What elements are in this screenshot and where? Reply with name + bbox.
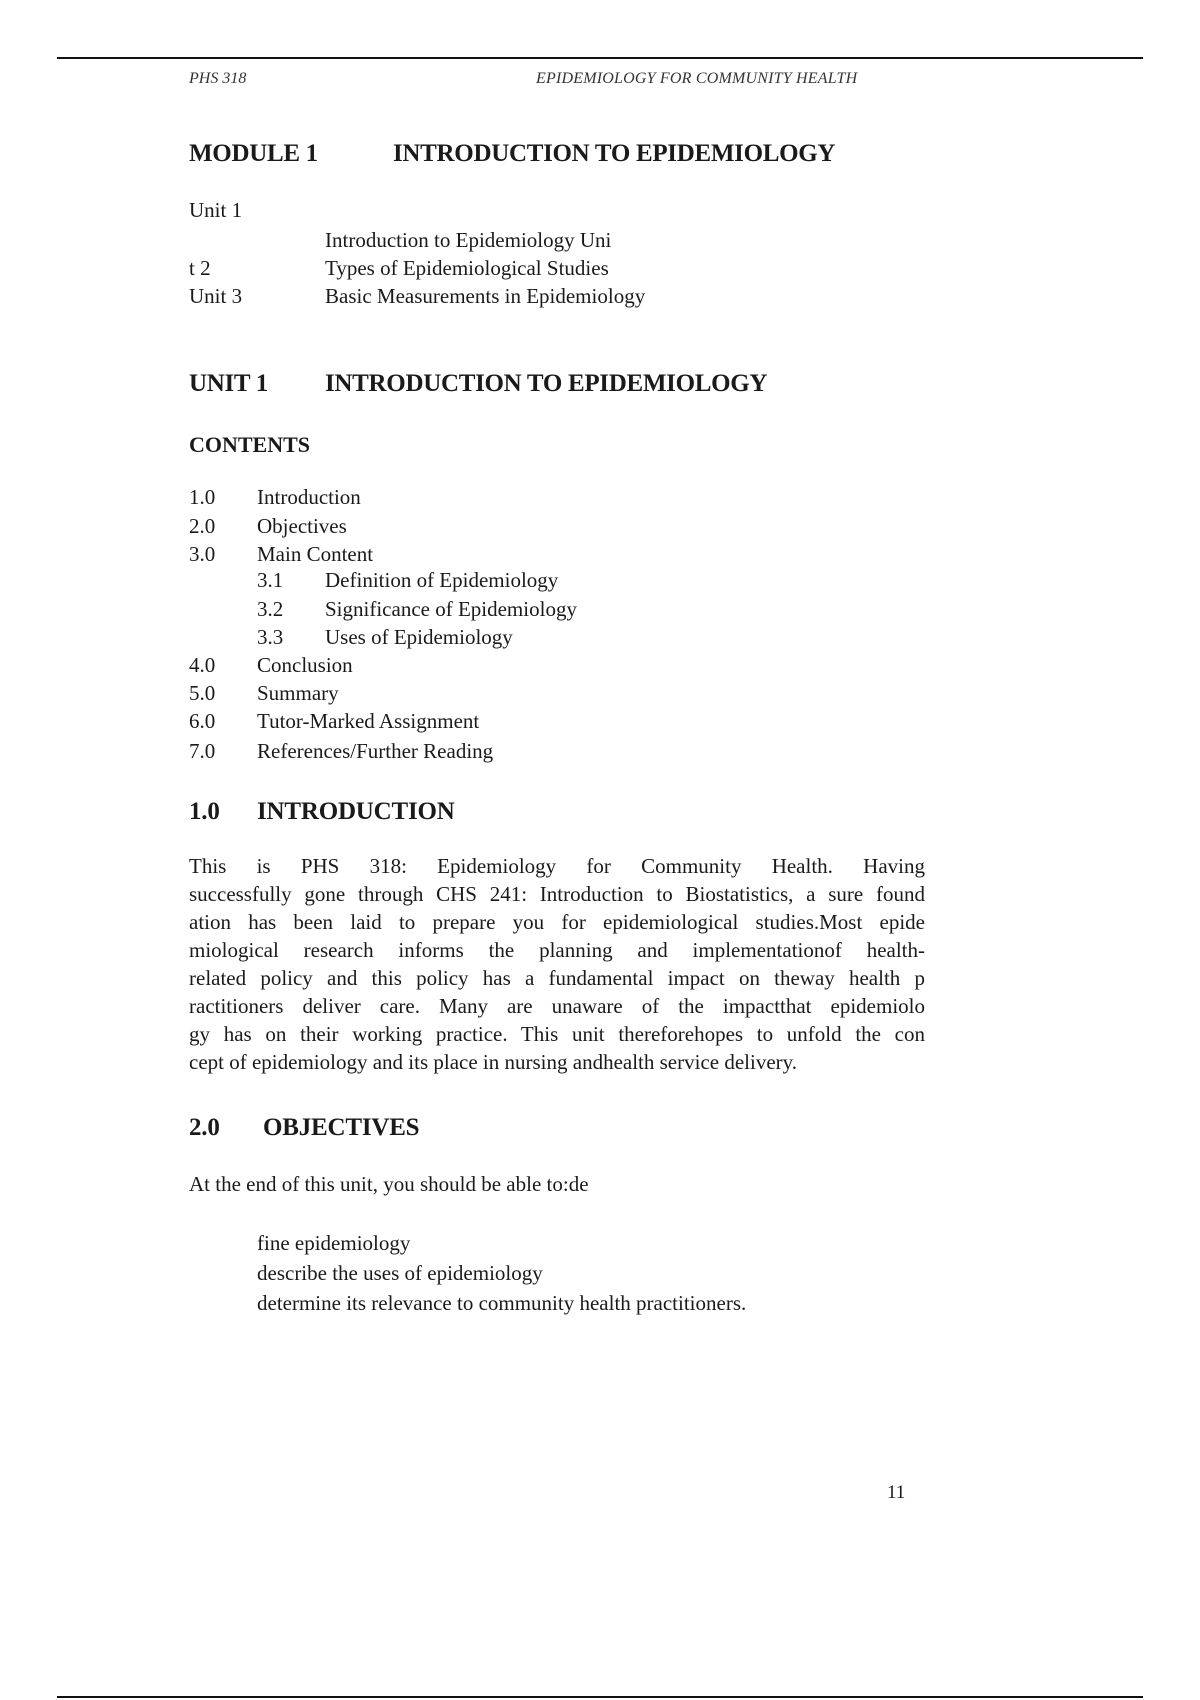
toc-label: Uses of Epidemiology: [325, 625, 513, 649]
page-number: 11: [887, 1482, 906, 1503]
toc-number: 3.3: [257, 625, 284, 649]
section-heading-objectives: OBJECTIVES: [263, 1114, 420, 1141]
toc-number: 1.0: [189, 485, 216, 509]
paragraph-line: miological research informs the planning and implementationof health-: [189, 938, 925, 962]
unit-list-label: t 2: [189, 256, 211, 280]
contents-heading: CONTENTS: [189, 432, 311, 457]
paragraph-line: This is PHS 318: Epidemiology for Community Health. Having: [189, 854, 925, 878]
toc-label: Summary: [257, 681, 339, 705]
section-number: 2.0: [189, 1114, 220, 1141]
toc-number: 2.0: [189, 514, 216, 538]
toc-label: Conclusion: [257, 653, 353, 677]
top-rule: [57, 57, 1143, 59]
toc-label: Introduction: [257, 485, 361, 509]
module-number: MODULE 1: [189, 140, 318, 167]
module-title: INTRODUCTION TO EPIDEMIOLOGY: [393, 140, 836, 167]
objective-item: fine epidemiology: [257, 1231, 411, 1255]
toc-label: Significance of Epidemiology: [325, 597, 577, 621]
toc-label: Objectives: [257, 514, 347, 538]
objective-item: describe the uses of epidemiology: [257, 1261, 543, 1285]
toc-number: 3.1: [257, 568, 284, 592]
section-heading-introduction: INTRODUCTION: [257, 798, 455, 825]
objectives-intro: At the end of this unit, you should be able to:de: [189, 1172, 589, 1196]
toc-number: 6.0: [189, 709, 216, 733]
running-header: [189, 70, 909, 90]
toc-label: Tutor-Marked Assignment: [257, 709, 480, 733]
paragraph-line: successfully gone through CHS 241: Introduction to Biostatistics, a sure found: [189, 882, 925, 906]
header-course-code: PHS 318: [189, 70, 247, 87]
paragraph-line: gy has on their working practice. This unit thereforehopes to unfold the con: [189, 1022, 925, 1046]
toc-label: References/Further Reading: [257, 739, 494, 763]
section-number: 1.0: [189, 798, 220, 825]
toc-number: 5.0: [189, 681, 216, 705]
paragraph-line: ractitioners deliver care. Many are unaware of the impactthat epidemiolo: [189, 994, 925, 1018]
introduction-paragraph: [189, 852, 925, 1076]
toc-number: 4.0: [189, 653, 216, 677]
unit-title: INTRODUCTION TO EPIDEMIOLOGY: [325, 370, 768, 397]
objective-item: determine its relevance to community health practitioners.: [257, 1291, 747, 1315]
bottom-rule: [57, 1696, 1143, 1698]
toc-number: 7.0: [189, 739, 216, 763]
unit-list-title: Basic Measurements in Epidemiology: [325, 284, 646, 308]
unit-list-title: Types of Epidemiological Studies: [325, 256, 609, 280]
unit-number: UNIT 1: [189, 370, 269, 397]
header-course-title: EPIDEMIOLOGY FOR COMMUNITY HEALTH: [536, 70, 858, 87]
unit-list-label: Unit 3: [189, 284, 243, 308]
toc-label: Main Content: [257, 542, 374, 566]
toc-number: 3.2: [257, 597, 284, 621]
unit-list-title: Introduction to Epidemiology Uni: [325, 228, 612, 252]
paragraph-line: cept of epidemiology and its place in nursing andhealth service delivery.: [189, 1050, 798, 1074]
paragraph-line: ation has been laid to prepare you for epidemiological studies.Most epide: [189, 910, 925, 934]
paragraph-line: related policy and this policy has a fundamental impact on theway health p: [189, 966, 925, 990]
toc-number: 3.0: [189, 542, 216, 566]
unit-list-label: Unit 1: [189, 198, 243, 222]
toc-label: Definition of Epidemiology: [325, 568, 559, 592]
